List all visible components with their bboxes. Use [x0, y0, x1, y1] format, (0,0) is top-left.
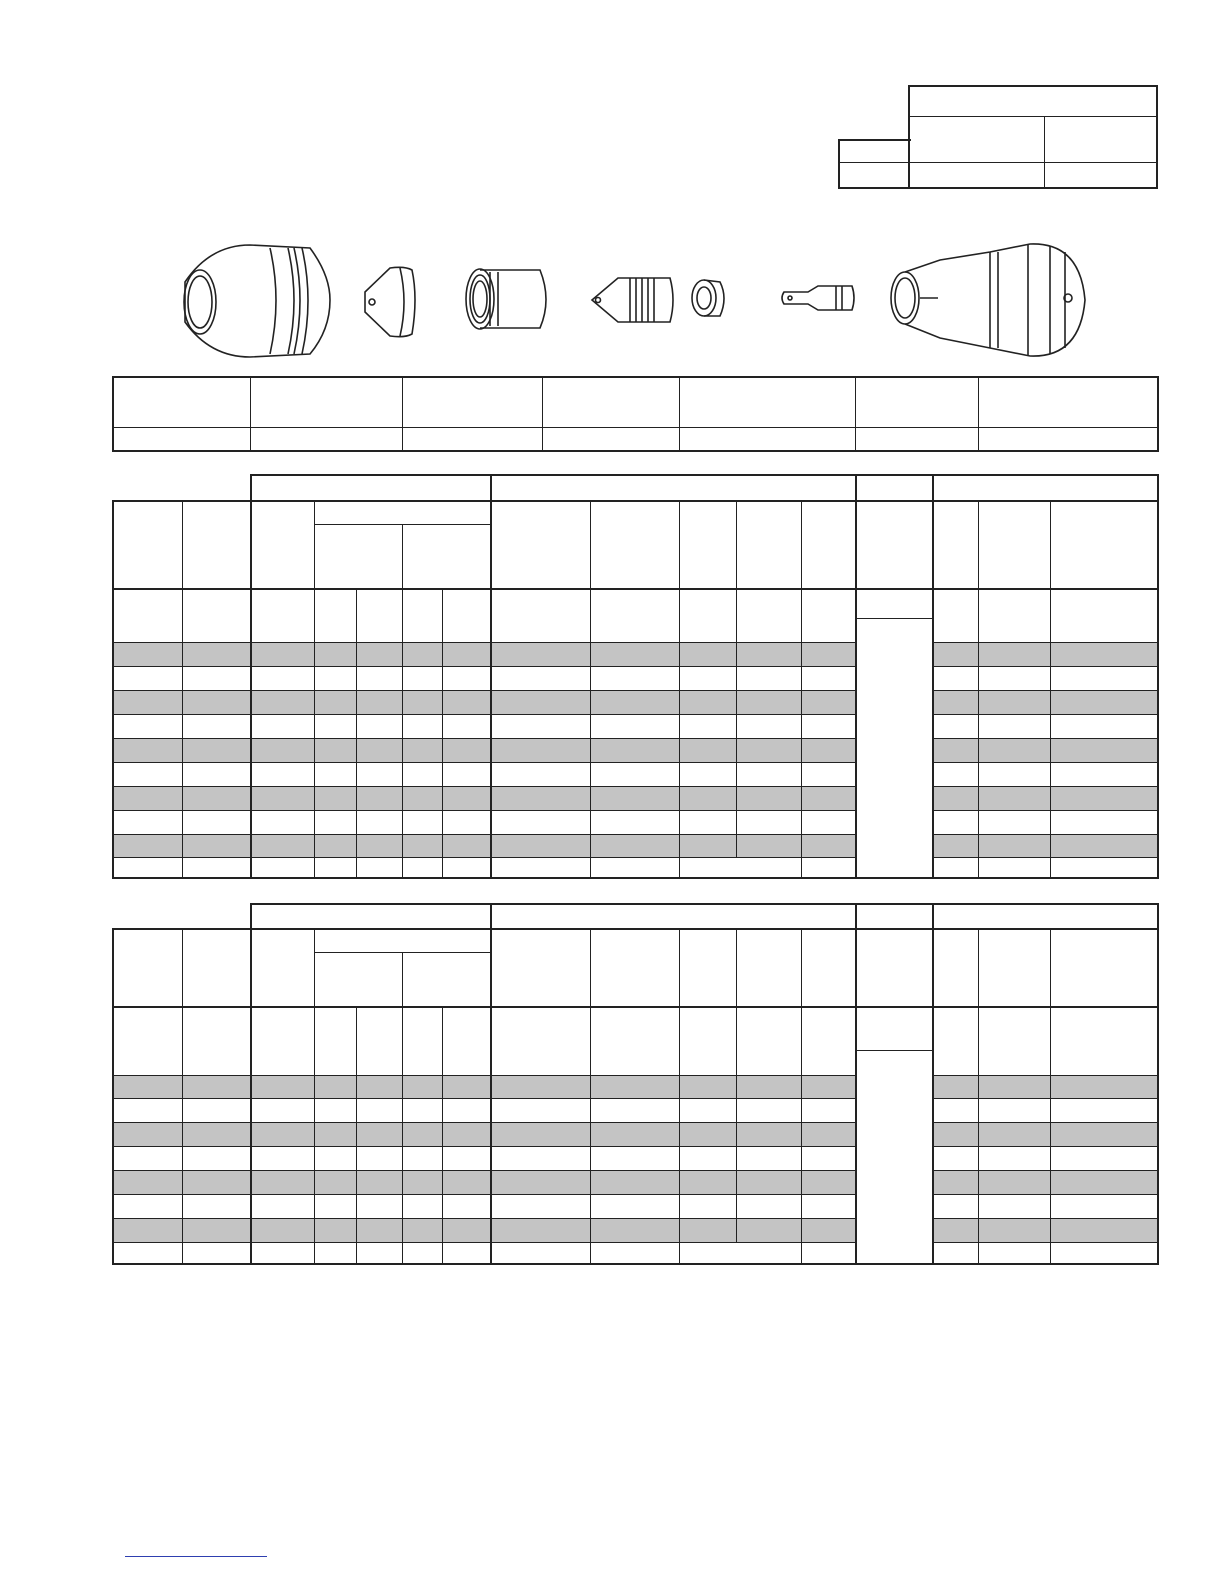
chart-divider [855, 903, 857, 928]
row-divider [112, 1194, 855, 1195]
chart-divider [1050, 500, 1051, 879]
shaded-row [114, 834, 855, 857]
shaded-row [114, 1075, 855, 1098]
shaded-row [934, 1218, 1157, 1242]
chart-divider [590, 500, 591, 879]
parts-divider [855, 376, 856, 452]
chart-divider [590, 928, 591, 1265]
row-divider [112, 1098, 855, 1099]
chart-divider [978, 928, 979, 1265]
shaded-row [114, 690, 855, 714]
merged-cell [857, 620, 930, 877]
row-divider [112, 1242, 855, 1243]
row-divider [932, 834, 1159, 835]
shaded-row [934, 834, 1157, 857]
chart-divider [112, 588, 1159, 590]
row-divider [932, 1122, 1159, 1123]
chart-divider [356, 588, 357, 879]
chart-divider [932, 903, 934, 928]
chart-divider [490, 500, 492, 879]
consumables-illustration [170, 230, 1090, 370]
row-divider [112, 1218, 855, 1219]
electrode-icon [782, 286, 854, 310]
row-divider [112, 1146, 855, 1147]
chart-divider [356, 1006, 357, 1265]
shaded-row [934, 1170, 1157, 1194]
chart-divider [801, 500, 802, 879]
chart-divider [112, 1006, 1159, 1008]
row-divider [112, 738, 855, 739]
summary-table-frame [908, 85, 1158, 189]
parts-divider [250, 376, 251, 452]
chart-divider [490, 903, 492, 928]
retaining-cap-icon [466, 269, 546, 329]
row-divider [112, 762, 855, 763]
chart-divider [932, 500, 934, 879]
shaded-row [114, 1218, 855, 1242]
chart-divider [679, 500, 680, 879]
shaded-row [114, 1170, 855, 1194]
chart-divider [679, 928, 680, 1265]
chart-divider [855, 1050, 932, 1051]
shaded-row [934, 786, 1157, 810]
summary-divider [1044, 116, 1045, 189]
parts-divider [679, 376, 680, 452]
row-divider [932, 714, 1159, 715]
chart-divider [855, 474, 857, 500]
row-divider [932, 762, 1159, 763]
row-divider [112, 786, 855, 787]
row-divider [932, 738, 1159, 739]
shaded-row [114, 786, 855, 810]
row-divider [932, 1242, 1159, 1243]
nozzle-icon [592, 278, 673, 322]
chart-divider [490, 474, 492, 500]
chart-divider [182, 928, 183, 1265]
row-divider [932, 642, 1159, 643]
shield-icon [365, 267, 415, 336]
footer-link[interactable] [125, 1556, 267, 1557]
swirl-ring-icon [692, 280, 724, 316]
shaded-row [934, 738, 1157, 762]
chart-group-header [250, 903, 1159, 930]
summary-divider [838, 162, 1158, 163]
row-divider [112, 1075, 855, 1076]
summary-divider [908, 116, 1158, 117]
summary-row-label-frame [838, 139, 911, 189]
row-divider [112, 834, 855, 835]
chart-divider [402, 524, 403, 879]
parts-divider [112, 427, 1159, 428]
row-divider [932, 1170, 1159, 1171]
row-divider [932, 1075, 1159, 1076]
row-divider [112, 666, 855, 667]
parts-divider [542, 376, 543, 452]
chart-divider [932, 928, 934, 1265]
row-divider [932, 857, 1159, 858]
chart-divider [736, 928, 737, 1242]
row-divider [932, 666, 1159, 667]
chart-divider [490, 928, 492, 1265]
row-divider [112, 1170, 855, 1171]
shaded-row [934, 642, 1157, 666]
parts-divider [402, 376, 403, 452]
chart-divider [855, 618, 932, 619]
row-divider [112, 857, 855, 858]
chart-divider [736, 500, 737, 857]
parts-table-frame [112, 376, 1159, 452]
row-divider [112, 642, 855, 643]
shaded-row [934, 690, 1157, 714]
row-divider [932, 786, 1159, 787]
shaded-row [114, 642, 855, 666]
chart-divider [932, 474, 934, 500]
row-divider [112, 810, 855, 811]
chart-divider [1050, 928, 1051, 1265]
parts-divider [978, 376, 979, 452]
shaded-row [934, 1122, 1157, 1146]
shaded-row [114, 1122, 855, 1146]
shield-cap-icon [184, 245, 330, 357]
row-divider [932, 690, 1159, 691]
merged-cell [857, 1052, 930, 1263]
row-divider [932, 1098, 1159, 1099]
row-divider [932, 1194, 1159, 1195]
row-divider [932, 1218, 1159, 1219]
row-divider [932, 810, 1159, 811]
row-divider [112, 714, 855, 715]
chart-divider [978, 500, 979, 879]
chart-divider [801, 928, 802, 1265]
shaded-row [934, 1075, 1157, 1098]
shaded-row [114, 738, 855, 762]
chart-divider [314, 928, 315, 1265]
chart-divider [250, 928, 252, 1265]
chart-divider [442, 1006, 443, 1265]
chart-group-header [250, 474, 1159, 502]
chart-divider [314, 500, 315, 879]
row-divider [112, 690, 855, 691]
chart-divider [402, 952, 403, 1265]
chart-divider [442, 588, 443, 879]
row-divider [932, 1146, 1159, 1147]
chart-divider [182, 500, 183, 879]
torch-body-icon [891, 244, 1085, 356]
row-divider [112, 1122, 855, 1123]
chart-divider [250, 500, 252, 879]
